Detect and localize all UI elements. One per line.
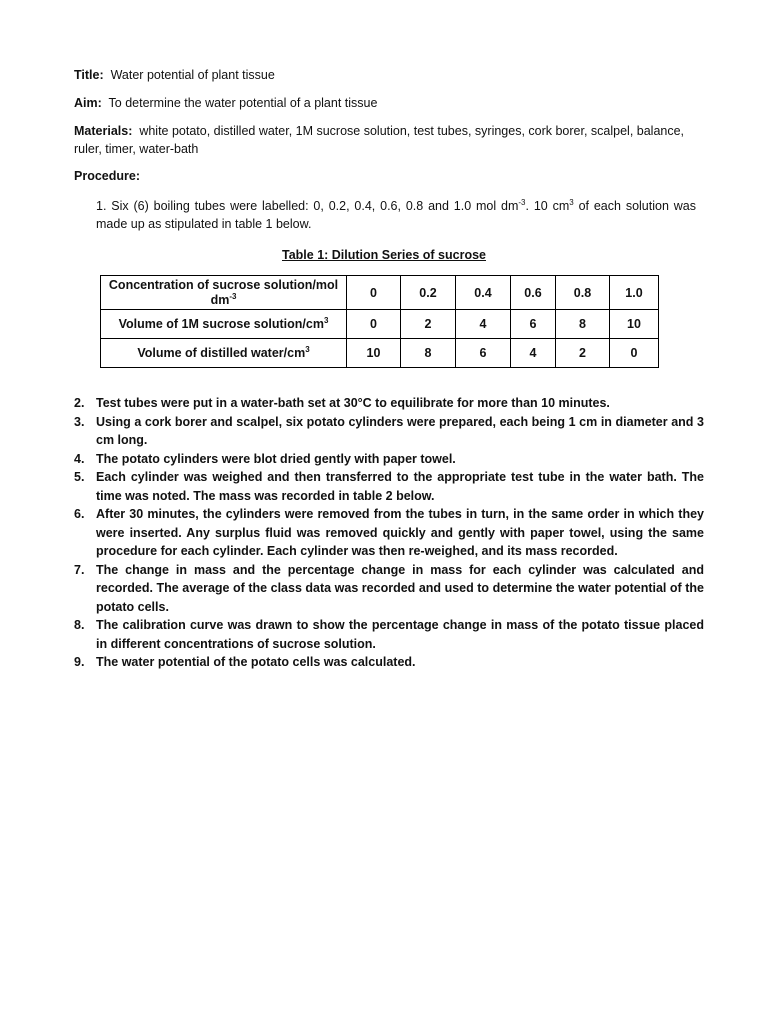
aim-line	[74, 94, 377, 112]
materials-line	[74, 122, 696, 158]
step1-superscript-2: 3	[569, 198, 574, 207]
step-number: 3.	[74, 414, 85, 429]
row-header-concentration: Concentration of sucrose solution/mol $dm^{-3}$	[101, 276, 347, 310]
step-number: 7.	[74, 562, 85, 577]
table-cell: 6	[456, 339, 511, 368]
table-row	[101, 310, 659, 339]
table-caption: Table 1: Dilution Series of sucrose	[282, 248, 486, 262]
step-text: Test tubes were put in a water-bath set at 30°C to equilibrate for more than 10 minutes.	[96, 396, 610, 410]
list-item	[74, 653, 704, 672]
list-item	[74, 413, 704, 450]
procedure-steps-list	[74, 394, 704, 672]
table-cell: 8	[401, 339, 456, 368]
procedure-label: Procedure:	[74, 169, 140, 183]
table-row	[101, 276, 659, 310]
step1-superscript: -3	[518, 198, 526, 207]
list-item	[74, 561, 704, 617]
step-text: The calibration curve was drawn to show the percentage change in mass of the potato tissue placed in different concentrations of sucrose solution.	[96, 618, 704, 651]
dilution-table	[100, 275, 659, 368]
table-cell: 6	[511, 310, 556, 339]
list-item	[74, 468, 704, 505]
table-cell: 0.6	[511, 276, 556, 310]
step-number: 4.	[74, 451, 85, 466]
title-line	[74, 66, 275, 84]
aim-label: Aim:	[74, 96, 102, 110]
step-number: 9.	[74, 655, 85, 669]
list-item	[74, 450, 704, 469]
title-text: Water potential of plant tissue	[110, 68, 275, 82]
procedure-step-1	[96, 194, 696, 233]
table-cell: 0	[347, 310, 401, 339]
step-text: The water potential of the potato cells was calculated.	[96, 655, 416, 669]
list-item	[74, 505, 704, 561]
step1-suffix: of each solution was made up as stipulated in table 1 below.	[96, 199, 696, 232]
step-number: 6.	[74, 507, 85, 521]
step-number: 5.	[74, 470, 85, 484]
step-number: 8.	[74, 618, 85, 632]
row-header-sucrose-volume: Volume of 1M sucrose solution/$cm^3$	[101, 310, 347, 339]
table-cell: 1.0	[610, 276, 659, 310]
table-cell: 8	[556, 310, 610, 339]
step-number: 2.	[74, 396, 85, 410]
table-cell: 2	[401, 310, 456, 339]
table-cell: 0	[347, 276, 401, 310]
step-text: The potato cylinders were blot dried gently with paper towel.	[96, 451, 456, 466]
title-label: Title:	[74, 68, 104, 82]
list-item	[74, 394, 704, 413]
table-cell: 10	[610, 310, 659, 339]
materials-text: white potato, distilled water, 1M sucrose solution, test tubes, syringes, cork borer, scalpel, balance, ruler, timer, water-bath	[74, 124, 685, 156]
table-cell: 0.8	[556, 276, 610, 310]
aim-text: To determine the water potential of a plant tissue	[108, 96, 378, 110]
step-text: Each cylinder was weighed and then transferred to the appropriate test tube in the water bath. The time was noted. The mass was recorded in table 2 below.	[96, 470, 704, 503]
list-item	[74, 616, 704, 653]
step1-mid: . 10 cm	[525, 199, 570, 214]
table-cell: 0	[610, 339, 659, 368]
row-header-water-volume: Volume of distilled water/$cm^3$	[101, 339, 347, 368]
materials-label: Materials:	[74, 124, 133, 138]
table-cell: 10	[347, 339, 401, 368]
table-cell: 0.2	[401, 276, 456, 310]
step-text: After 30 minutes, the cylinders were removed from the tubes in turn, in the same order in which they were inserted. Any surplus fluid was removed quickly and gently with paper towel, using the same procedure for each cylinder. Each cylinder was then re-weighed, and its mass recorded.	[96, 507, 704, 558]
step-text: The change in mass and the percentage change in mass for each cylinder was calculated and recorded. The average of the class data was recorded and used to determine the water potential of the potato cells.	[96, 562, 704, 614]
table-cell: 4	[456, 310, 511, 339]
step1-prefix: 1. Six (6) boiling tubes were labelled: 0, 0.2, 0.4, 0.6, 0.8 and 1.0 mol dm	[96, 199, 519, 214]
table-cell: 2	[556, 339, 610, 368]
table-cell: 4	[511, 339, 556, 368]
table-row	[101, 339, 659, 368]
step-text: Using a cork borer and scalpel, six potato cylinders were prepared, each being 1 cm in diameter and 3 cm long.	[96, 414, 704, 447]
table-cell: 0.4	[456, 276, 511, 310]
